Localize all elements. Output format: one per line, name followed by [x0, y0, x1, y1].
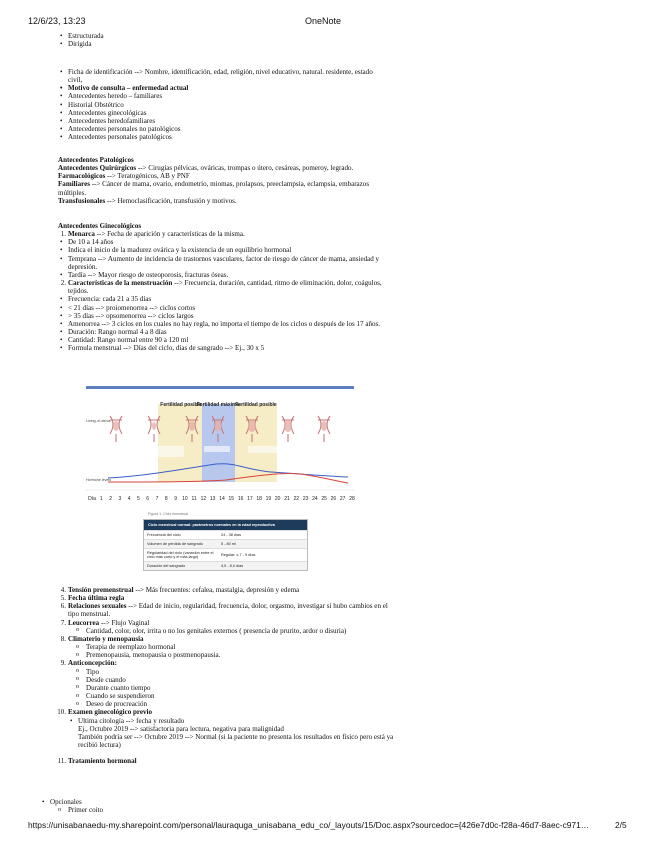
interview-type-list [58, 32, 598, 48]
day-label: 8 [164, 496, 168, 502]
numbered-item: 7. Leucorrea --> Flujo Vaginal [60, 618, 150, 627]
sub-item: o Durante cuanto tiempo [58, 684, 398, 692]
sub-item: o Terapia de reemplazo hormonal [58, 643, 398, 651]
section-heading: Antecedentes Ginecológicos [58, 222, 142, 230]
sub-item: o Primer coito [40, 806, 340, 814]
paragraph: Farmacológicos --> Teratogénicos, AB y PNF [58, 172, 190, 181]
paragraph: También podría ser --> Octubre 2019 --> Normal (si la paciente no presenta los resultados en físico pero está ya recibió lectura) [78, 732, 394, 749]
day-label: 1 [99, 496, 103, 502]
print-datetime: 12/6/23, 13:23 [28, 16, 86, 26]
day-label: 17 [247, 496, 253, 502]
day-label: 24 [312, 496, 318, 502]
optional-section [40, 798, 340, 814]
ginecologicos-section [58, 222, 393, 353]
list-item: • Formula menstrual --> Días del ciclo, días de sangrado --> Ej., 30 x 5 [58, 344, 393, 352]
table-title: Ciclo menstrual normal: parámetros normales en la edad reproductiva [144, 520, 307, 530]
day-label: 23 [302, 496, 309, 502]
list-item: • Historial Obstétrico [58, 101, 388, 109]
cycle-parameters-table [143, 519, 308, 571]
cycle-diagram [86, 386, 354, 510]
day-label: 3 [118, 496, 122, 502]
day-label: 18 [256, 496, 262, 502]
list-item: • Ficha de identificación --> Nombre, identificación, edad, religión, nivel educativo, natural. residente, estado civil, [58, 68, 388, 84]
list-item: • Antecedentes personales no patológicos [58, 125, 388, 133]
paragraph: Familiares --> Cáncer de mama, ovario, endometrio, miomas, prolapsos, preeclampsia, eclampsia, embarazos múltiples. [58, 180, 370, 197]
left-label-lining: Lining of uterus [86, 419, 111, 423]
day-label: 4 [127, 496, 131, 502]
sub-item: o Deseo de procreación [58, 700, 398, 708]
list-item: • Motivo de consulta – enfermedad actual [58, 84, 388, 92]
table-row: Frecuencia del ciclo 24 - 38 días [144, 530, 307, 539]
day-label: 10 [182, 496, 188, 502]
left-label-hormones: Hormone levels [86, 478, 111, 482]
list-item: • Antecedentes heredo – familiares [58, 92, 388, 100]
list-item: • Frecuencia: cada 21 a 35 días [58, 295, 393, 303]
day-label: 6 [146, 496, 150, 502]
day-label: 9 [174, 496, 177, 502]
numbered-item: 9. Anticoncepción: [60, 659, 117, 668]
menstrual-cycle-figure [86, 386, 354, 510]
table-row: Regularidad del ciclo (variación entre el ciclo más corto y el más largo) Regular: ≤ 7 - 9 días [144, 548, 307, 561]
fertility-label-2: Fertilidad máxima [196, 402, 240, 408]
numbered-item: 5. Fecha última regla [60, 594, 125, 603]
section-heading: Antecedentes Patológicos [58, 156, 134, 164]
more-items [58, 586, 398, 765]
fertility-window-max [202, 404, 235, 482]
day-label: 20 [274, 496, 281, 502]
list-item: • Antecedentes personales patológicos [58, 133, 388, 141]
day-label: 14 [219, 496, 225, 502]
day-label: 16 [237, 496, 244, 502]
day-label: 28 [349, 496, 355, 502]
day-label: 7 [155, 496, 159, 502]
list-item: • Tardía --> Mayor riesgo de osteoporosis, fracturas óseas. [58, 271, 393, 279]
list-item: • Indica el inicio de la madurez ovárica y la existencia de un equilibrio hormonal [58, 246, 393, 254]
day-axis [88, 496, 355, 502]
day-label: 13 [209, 496, 216, 502]
table-row: Volumen de pérdida de sangrado 5 - 80 ml [144, 539, 307, 548]
numbered-item: 1. Menarca --> Fecha de aparición y características de la misma. [60, 230, 245, 239]
numbered-item: 6. Relaciones sexuales --> Edad de inicio, regularidad, frecuencia, dolor, orgasmo, investigar si hubo cambios en el tipo menstrual. [60, 602, 388, 619]
history-list [58, 68, 388, 141]
patologicos-section [58, 156, 398, 205]
fertility-window-possible-1 [158, 404, 202, 482]
list-item: • Opcionales [40, 798, 340, 806]
numbered-item: 11. Tratamiento hormonal [57, 757, 137, 766]
list-item: • Duración: Rango normal 4 a 8 días [58, 328, 393, 336]
day-label: 15 [228, 496, 235, 502]
fertility-label-1: Fertilidad posible [160, 402, 202, 408]
figure-caption: Figura 1. Ciclo menstrual [148, 512, 188, 516]
day-label: 26 [330, 496, 337, 502]
list-item: • Estructurada [58, 32, 598, 40]
list-item: • > 35 días --> opsomenorrea --> ciclos largos [58, 312, 393, 320]
sub-item: o Desde cuando [58, 676, 398, 684]
numbered-item: 10. Examen ginecológico previo [57, 708, 153, 717]
day-label: 11 [191, 496, 197, 502]
sub-item: o Premenopausia, menopausia o postmenopausia. [58, 651, 398, 659]
list-item: • Cantidad: Rango normal entre 90 a 120 ml [58, 336, 393, 344]
day-label: 27 [339, 496, 346, 502]
paragraph: Ej., Octubre 2019 --> satisfactoria para lectura, negativa para malignidad [78, 724, 284, 733]
footer-url: https://unisabanaedu-my.sharepoint.com/personal/lauraquga_unisabana_edu_co/_layouts/15/Doc.aspx?sourcedoc={426e7d0c-f28a-46d7-8aec-c971… [28, 820, 590, 830]
numbered-item: 8. Climaterio y menopausia [60, 634, 144, 643]
paragraph: Antecedentes Quirúrgicos --> Cirugías pélvicas, ováricas, trompas o útero, cesáreas, pomeroy, legrado. [58, 164, 354, 173]
app-name: OneNote [305, 16, 342, 26]
day-label: 12 [200, 496, 207, 502]
sub-item: o Cantidad, color, olor, irrita o no los genitales externos ( presencia de prurito, ardor o disuria) [58, 627, 398, 635]
fertility-label-3: Fertilidad posible [235, 402, 277, 408]
uterus-lining [113, 420, 327, 432]
list-item: • Dirigida [58, 40, 598, 48]
day-label: 2 [109, 496, 112, 502]
list-item: • Temprana --> Aumento de incidencia de trastornos vasculares, factor de riesgo de cáncer de mama, ansiedad y depresión. [58, 255, 393, 271]
list-item: • Amenorrea --> 3 ciclos en los cuales no hay regla, no importa el tiempo de los ciclos o después de los 17 años. [58, 320, 393, 328]
numbered-item: 2. Características de la menstruación --> Frecuencia, duración, cantidad, ritmo de eliminación, dolor, coágulos, tejidos. [60, 279, 382, 296]
page-number: 2/5 [615, 820, 627, 830]
day-label: 25 [321, 496, 327, 502]
list-item: • < 21 días --> proiomenorrea --> ciclos cortos [58, 304, 393, 312]
day-label: 21 [284, 496, 290, 502]
day-label: 19 [265, 496, 272, 502]
sub-item: o Tipo [58, 668, 398, 676]
table-row: Duración del sangrado 4,5 - 8,0 días [144, 561, 307, 570]
list-item: • Antecedentes ginecológicas [58, 109, 388, 117]
day-axis-label: Día [88, 496, 96, 502]
list-item: • Ultima citología --> fecha y resultado [58, 717, 398, 725]
day-label: 5 [137, 496, 140, 502]
paragraph: Transfusionales --> Hemoclasificación, transfusión y motivos. [58, 196, 237, 205]
sub-item: o Cuando se suspendieron [58, 692, 398, 700]
list-item: • De 10 a 14 años [58, 238, 393, 246]
numbered-item: 4. Tensión premenstrual --> Más frecuentes: cefalea, mastalgia, depresión y edema [60, 586, 300, 594]
list-item: • Antecedentes heredofamiliares [58, 117, 388, 125]
day-label: 22 [293, 496, 300, 502]
